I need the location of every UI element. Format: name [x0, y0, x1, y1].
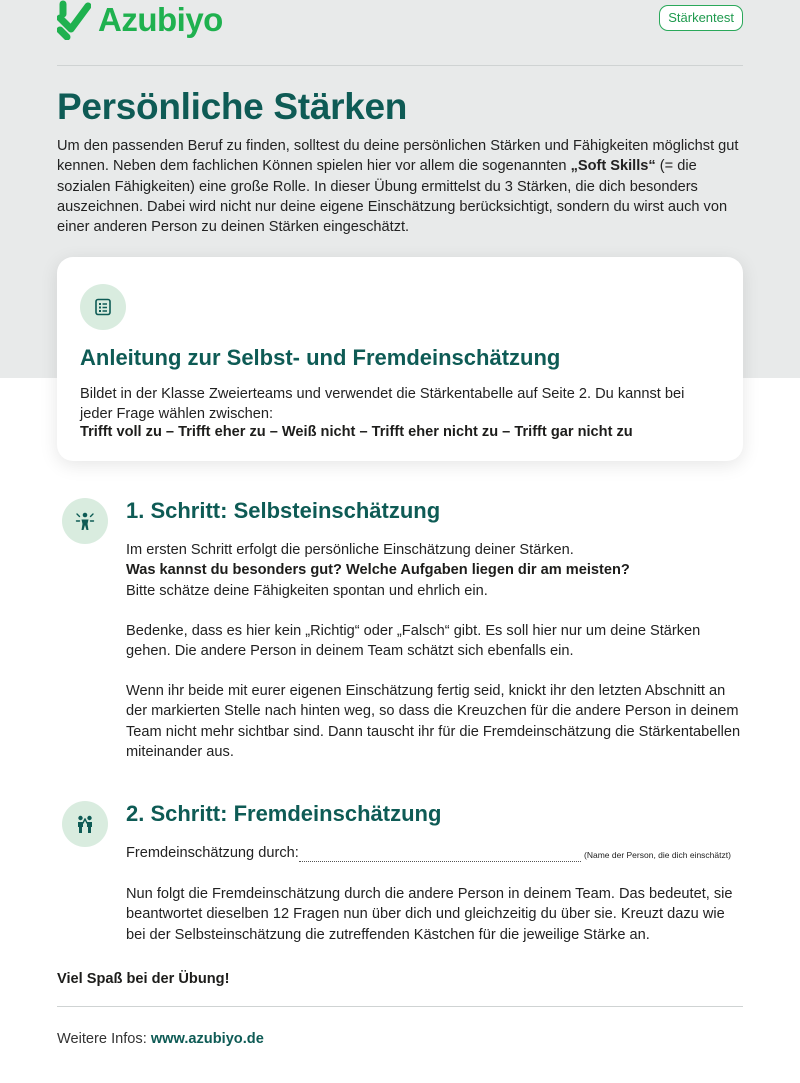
- assessor-field-note: (Name der Person, die dich einschätzt): [584, 850, 731, 860]
- footer: [57, 1031, 264, 1047]
- step2-paragraph: Nun folgt die Fremdeinschätzung durch die andere Person in deinem Team. Das bedeutet, sie beantwortet dieselben 12 Fragen nun über dich und gleichzeitig du über sie. Kreuzt dazu wie bei der Selbsteinschätzung die zutreffenden Kästchen für die jeweilige Stärke an.: [126, 886, 733, 943]
- person-reflect-icon: [74, 510, 96, 532]
- two-people-icon: [74, 813, 96, 835]
- header: [57, 0, 743, 66]
- assessor-name-field[interactable]: [299, 861, 581, 862]
- azubiyo-logo-icon: [57, 0, 91, 40]
- intro-soft-skills: „Soft Skills“: [570, 158, 656, 175]
- footer-divider: [57, 1006, 743, 1007]
- step1-title: 1. Schritt: Selbsteinschätzung: [126, 498, 441, 523]
- intro-paragraph: [57, 136, 747, 237]
- answer-scale: Trifft voll zu – Trifft eher zu – Weiß nicht – Trifft eher nicht zu – Trifft gar nicht zu: [80, 424, 633, 440]
- website-link[interactable]: www.azubiyo.de: [150, 1031, 264, 1047]
- brand-name: Azubiyo: [98, 1, 223, 38]
- checklist-icon: [94, 298, 112, 316]
- logo[interactable]: [57, 0, 223, 40]
- step2-title: 2. Schritt: Fremdeinschätzung: [126, 801, 442, 826]
- card-icon-badge: [80, 284, 126, 330]
- step1-paragraph-3: Wenn ihr beide mit eurer eigenen Einschätzung fertig seid, knickt ihr den letzten Abschnitt an der markierten Stelle nach hinten weg, so dass die Kreuzchen für die andere Person in deinem Team nicht mehr sichtbar sind. Dann tauscht ihr für die Fremdeinschätzung die Stärkentabellen miteinander aus.: [126, 683, 741, 760]
- category-badge: Stärkentest: [659, 5, 743, 31]
- intro-text-start: Um den passenden Beruf zu finden, solltest du deine persönlichen Stärken und Fähigkeiten möglichst gut kennen. Neben dem fachlichen Können spielen hier vor allem die sogenannten: [57, 138, 739, 175]
- assessor-label: Fremdeinschätzung durch:: [126, 845, 299, 861]
- step1-question: Was kannst du besonders gut? Welche Aufgaben liegen dir am meisten?: [126, 562, 630, 579]
- page-title: Persönliche Stärken: [57, 86, 408, 127]
- step1-line-3: Bitte schätze deine Fähigkeiten spontan und ehrlich ein.: [126, 582, 488, 599]
- step2-icon-badge: [62, 801, 108, 847]
- header-divider: [57, 65, 743, 66]
- card-title: Anleitung zur Selbst- und Fremdeinschätzung: [80, 345, 561, 370]
- step1-paragraph-2: Bedenke, dass es hier kein „Richtig“ oder „Falsch“ gibt. Es soll hier nur um deine Stärken gehen. Die andere Person in deinem Team schätzt sich ebenfalls ein.: [126, 623, 701, 660]
- step1-icon-badge: [62, 498, 108, 544]
- step1-line-1: Im ersten Schritt erfolgt die persönliche Einschätzung deiner Stärken.: [126, 542, 574, 558]
- intro-text-end: (= die sozialen Fähigkeiten) eine große Rolle. In dieser Übung ermittelst du 3 Stärken, die dich besonders auszeichnen. Dabei wird nicht nur deine eigene Einschätzung berücksichtigt, sondern du wirst auch von einer anderen Person zu deinen Stärken eingeschätzt.: [57, 158, 728, 236]
- step1-paragraph-1: [126, 540, 746, 601]
- card-text: Bildet in der Klasse Zweierteams und verwendet die Stärkentabelle auf Seite 2. Du kannst bei jeder Frage wählen zwischen:: [80, 386, 685, 423]
- instruction-card: [57, 257, 743, 461]
- footer-label: Weitere Infos:: [57, 1031, 151, 1047]
- closing-text: Viel Spaß bei der Übung!: [57, 971, 230, 987]
